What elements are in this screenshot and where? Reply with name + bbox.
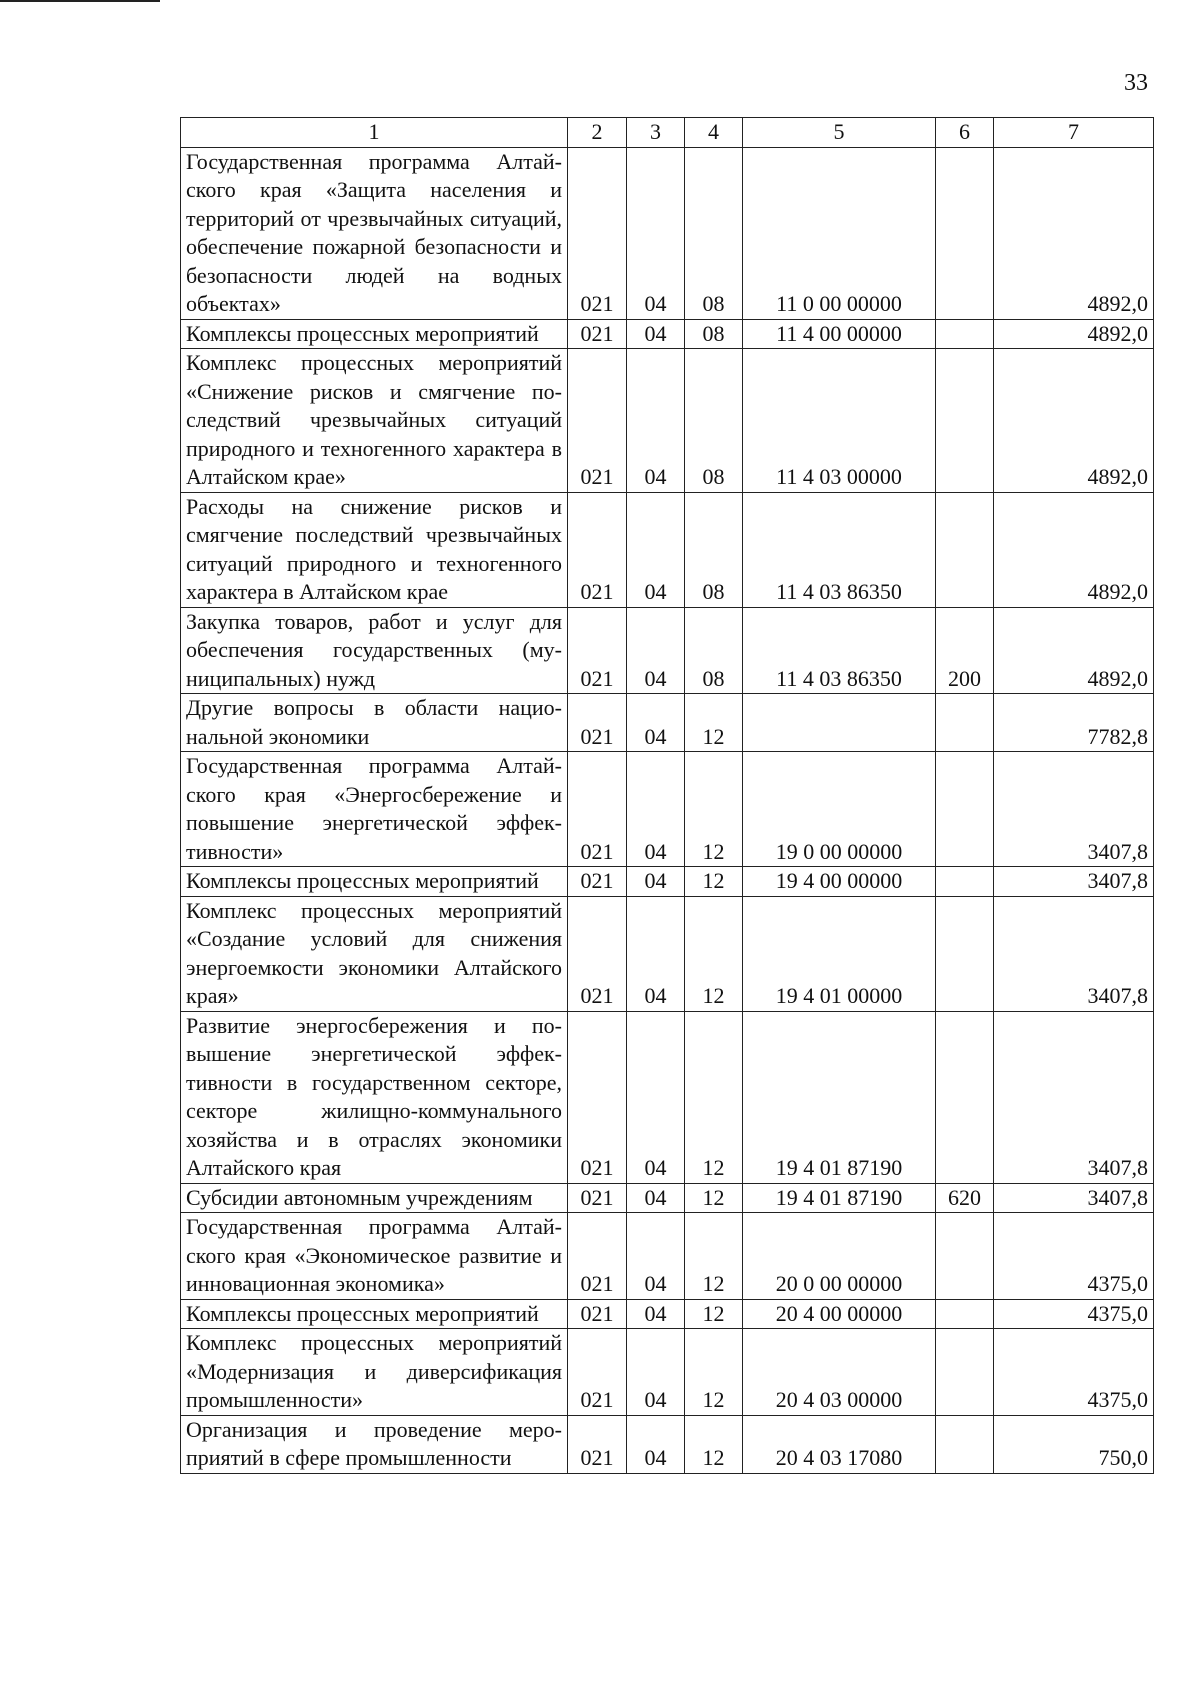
row-subsection-code: 08 — [685, 147, 743, 319]
row-amount: 7782,8 — [994, 694, 1154, 752]
row-expense-type-code — [936, 752, 994, 867]
row-amount: 3407,8 — [994, 1183, 1154, 1213]
row-expense-type-code — [936, 1415, 994, 1473]
row-target-item-code — [743, 694, 936, 752]
row-subsection-code: 12 — [685, 1299, 743, 1329]
row-expense-type-code — [936, 492, 994, 607]
column-header-3: 3 — [627, 118, 685, 148]
row-amount: 4892,0 — [994, 349, 1154, 493]
row-amount: 4892,0 — [994, 607, 1154, 694]
row-name: Комплексы процессных мероприятий — [181, 319, 568, 349]
row-ministry-code: 021 — [568, 147, 627, 319]
row-target-item-code: 11 4 03 86350 — [743, 607, 936, 694]
row-amount: 3407,8 — [994, 1011, 1154, 1183]
row-section-code: 04 — [627, 1299, 685, 1329]
row-section-code: 04 — [627, 752, 685, 867]
row-ministry-code: 021 — [568, 1011, 627, 1183]
row-name: Закупка товаров, работ и услуг для обеспечения государственных (муниципальных) нужд — [181, 607, 568, 694]
row-section-code: 04 — [627, 349, 685, 493]
row-ministry-code: 021 — [568, 1415, 627, 1473]
row-subsection-code: 12 — [685, 1213, 743, 1300]
row-amount: 4892,0 — [994, 147, 1154, 319]
page-number: 33 — [1124, 70, 1148, 96]
row-name: Комплекс процессных мероприятий «Модернизация и диверсификация промышленности» — [181, 1329, 568, 1416]
row-name: Государственная программа Алтайского края «Защита населения и территорий от чрезвычайных ситуаций, обеспечение пожарной безопасности и безопасности людей на водных объектах» — [181, 147, 568, 319]
row-ministry-code: 021 — [568, 1329, 627, 1416]
row-target-item-code: 20 0 00 00000 — [743, 1213, 936, 1300]
scan-edge-line — [0, 0, 160, 2]
row-target-item-code: 19 4 01 00000 — [743, 896, 936, 1011]
table-row — [181, 607, 1154, 694]
row-subsection-code: 08 — [685, 607, 743, 694]
column-header-2: 2 — [568, 118, 627, 148]
row-name: Субсидии автономным учреждениям — [181, 1183, 568, 1213]
table-row — [181, 319, 1154, 349]
row-target-item-code: 19 0 00 00000 — [743, 752, 936, 867]
row-name: Организация и проведение мероприятий в сфере промышленности — [181, 1415, 568, 1473]
row-target-item-code: 19 4 01 87190 — [743, 1011, 936, 1183]
row-section-code: 04 — [627, 1415, 685, 1473]
table-row — [181, 1183, 1154, 1213]
row-name: Государственная программа Алтайского края «Энергосбережение и повышение энергетической эффективности» — [181, 752, 568, 867]
row-name: Комплексы процессных мероприятий — [181, 867, 568, 897]
row-amount: 4375,0 — [994, 1213, 1154, 1300]
row-section-code: 04 — [627, 1213, 685, 1300]
row-name: Развитие энергосбережения и повышение энергетической эффективности в государственном секторе, секторе жилищно-коммунального хозяйства и в отраслях экономики Алтайского края — [181, 1011, 568, 1183]
row-ministry-code: 021 — [568, 319, 627, 349]
row-target-item-code: 11 4 00 00000 — [743, 319, 936, 349]
table-row — [181, 752, 1154, 867]
column-header-1: 1 — [181, 118, 568, 148]
row-subsection-code: 12 — [685, 1011, 743, 1183]
row-name: Государственная программа Алтайского края «Экономическое развитие и инновационная экономика» — [181, 1213, 568, 1300]
row-subsection-code: 12 — [685, 1415, 743, 1473]
table-row — [181, 896, 1154, 1011]
row-ministry-code: 021 — [568, 694, 627, 752]
row-expense-type-code — [936, 1329, 994, 1416]
row-subsection-code: 12 — [685, 1183, 743, 1213]
row-ministry-code: 021 — [568, 349, 627, 493]
row-amount: 750,0 — [994, 1415, 1154, 1473]
row-target-item-code: 20 4 03 00000 — [743, 1329, 936, 1416]
row-expense-type-code — [936, 1213, 994, 1300]
row-subsection-code: 12 — [685, 896, 743, 1011]
row-subsection-code: 08 — [685, 492, 743, 607]
row-section-code: 04 — [627, 694, 685, 752]
row-expense-type-code — [936, 319, 994, 349]
row-ministry-code: 021 — [568, 1213, 627, 1300]
row-expense-type-code: 200 — [936, 607, 994, 694]
table-row — [181, 492, 1154, 607]
row-expense-type-code: 620 — [936, 1183, 994, 1213]
row-ministry-code: 021 — [568, 1299, 627, 1329]
row-amount: 4375,0 — [994, 1329, 1154, 1416]
row-section-code: 04 — [627, 147, 685, 319]
row-expense-type-code — [936, 1011, 994, 1183]
budget-table — [180, 117, 1154, 1474]
row-ministry-code: 021 — [568, 896, 627, 1011]
row-section-code: 04 — [627, 1011, 685, 1183]
row-section-code: 04 — [627, 607, 685, 694]
row-name: Расходы на снижение рисков и смягчение последствий чрезвычайных ситуаций природного и техногенного характера в Алтайском крае — [181, 492, 568, 607]
row-section-code: 04 — [627, 1329, 685, 1416]
row-subsection-code: 08 — [685, 349, 743, 493]
row-section-code: 04 — [627, 319, 685, 349]
row-target-item-code: 11 4 03 00000 — [743, 349, 936, 493]
row-subsection-code: 12 — [685, 1329, 743, 1416]
row-amount: 3407,8 — [994, 867, 1154, 897]
row-ministry-code: 021 — [568, 752, 627, 867]
row-expense-type-code — [936, 867, 994, 897]
row-amount: 4892,0 — [994, 319, 1154, 349]
row-target-item-code: 20 4 03 17080 — [743, 1415, 936, 1473]
table-row — [181, 1011, 1154, 1183]
table-row — [181, 867, 1154, 897]
row-section-code: 04 — [627, 867, 685, 897]
row-subsection-code: 08 — [685, 319, 743, 349]
row-name: Комплексы процессных мероприятий — [181, 1299, 568, 1329]
row-target-item-code: 19 4 01 87190 — [743, 1183, 936, 1213]
table-row — [181, 147, 1154, 319]
row-name: Комплекс процессных мероприятий «Снижение рисков и смягчение последствий чрезвычайных ситуаций природного и техногенного характера в Алтайском крае» — [181, 349, 568, 493]
table-row — [181, 1415, 1154, 1473]
row-target-item-code: 11 0 00 00000 — [743, 147, 936, 319]
column-header-6: 6 — [936, 118, 994, 148]
row-section-code: 04 — [627, 492, 685, 607]
row-subsection-code: 12 — [685, 694, 743, 752]
column-header-5: 5 — [743, 118, 936, 148]
table-row — [181, 1329, 1154, 1416]
row-amount: 4375,0 — [994, 1299, 1154, 1329]
row-ministry-code: 021 — [568, 492, 627, 607]
row-expense-type-code — [936, 694, 994, 752]
table-body — [181, 147, 1154, 1473]
header-row — [181, 118, 1154, 148]
row-ministry-code: 021 — [568, 1183, 627, 1213]
table-row — [181, 1299, 1154, 1329]
row-expense-type-code — [936, 1299, 994, 1329]
row-name: Комплекс процессных мероприятий «Создание условий для снижения энергоемкости экономики Алтайского края» — [181, 896, 568, 1011]
row-section-code: 04 — [627, 1183, 685, 1213]
table-row — [181, 694, 1154, 752]
row-subsection-code: 12 — [685, 752, 743, 867]
row-subsection-code: 12 — [685, 867, 743, 897]
row-target-item-code: 19 4 00 00000 — [743, 867, 936, 897]
table-row — [181, 349, 1154, 493]
row-amount: 4892,0 — [994, 492, 1154, 607]
row-name: Другие вопросы в области национальной экономики — [181, 694, 568, 752]
row-amount: 3407,8 — [994, 896, 1154, 1011]
row-ministry-code: 021 — [568, 867, 627, 897]
row-expense-type-code — [936, 896, 994, 1011]
row-amount: 3407,8 — [994, 752, 1154, 867]
row-section-code: 04 — [627, 896, 685, 1011]
column-header-4: 4 — [685, 118, 743, 148]
row-expense-type-code — [936, 147, 994, 319]
row-ministry-code: 021 — [568, 607, 627, 694]
row-expense-type-code — [936, 349, 994, 493]
table-row — [181, 1213, 1154, 1300]
row-target-item-code: 20 4 00 00000 — [743, 1299, 936, 1329]
column-header-7: 7 — [994, 118, 1154, 148]
row-target-item-code: 11 4 03 86350 — [743, 492, 936, 607]
